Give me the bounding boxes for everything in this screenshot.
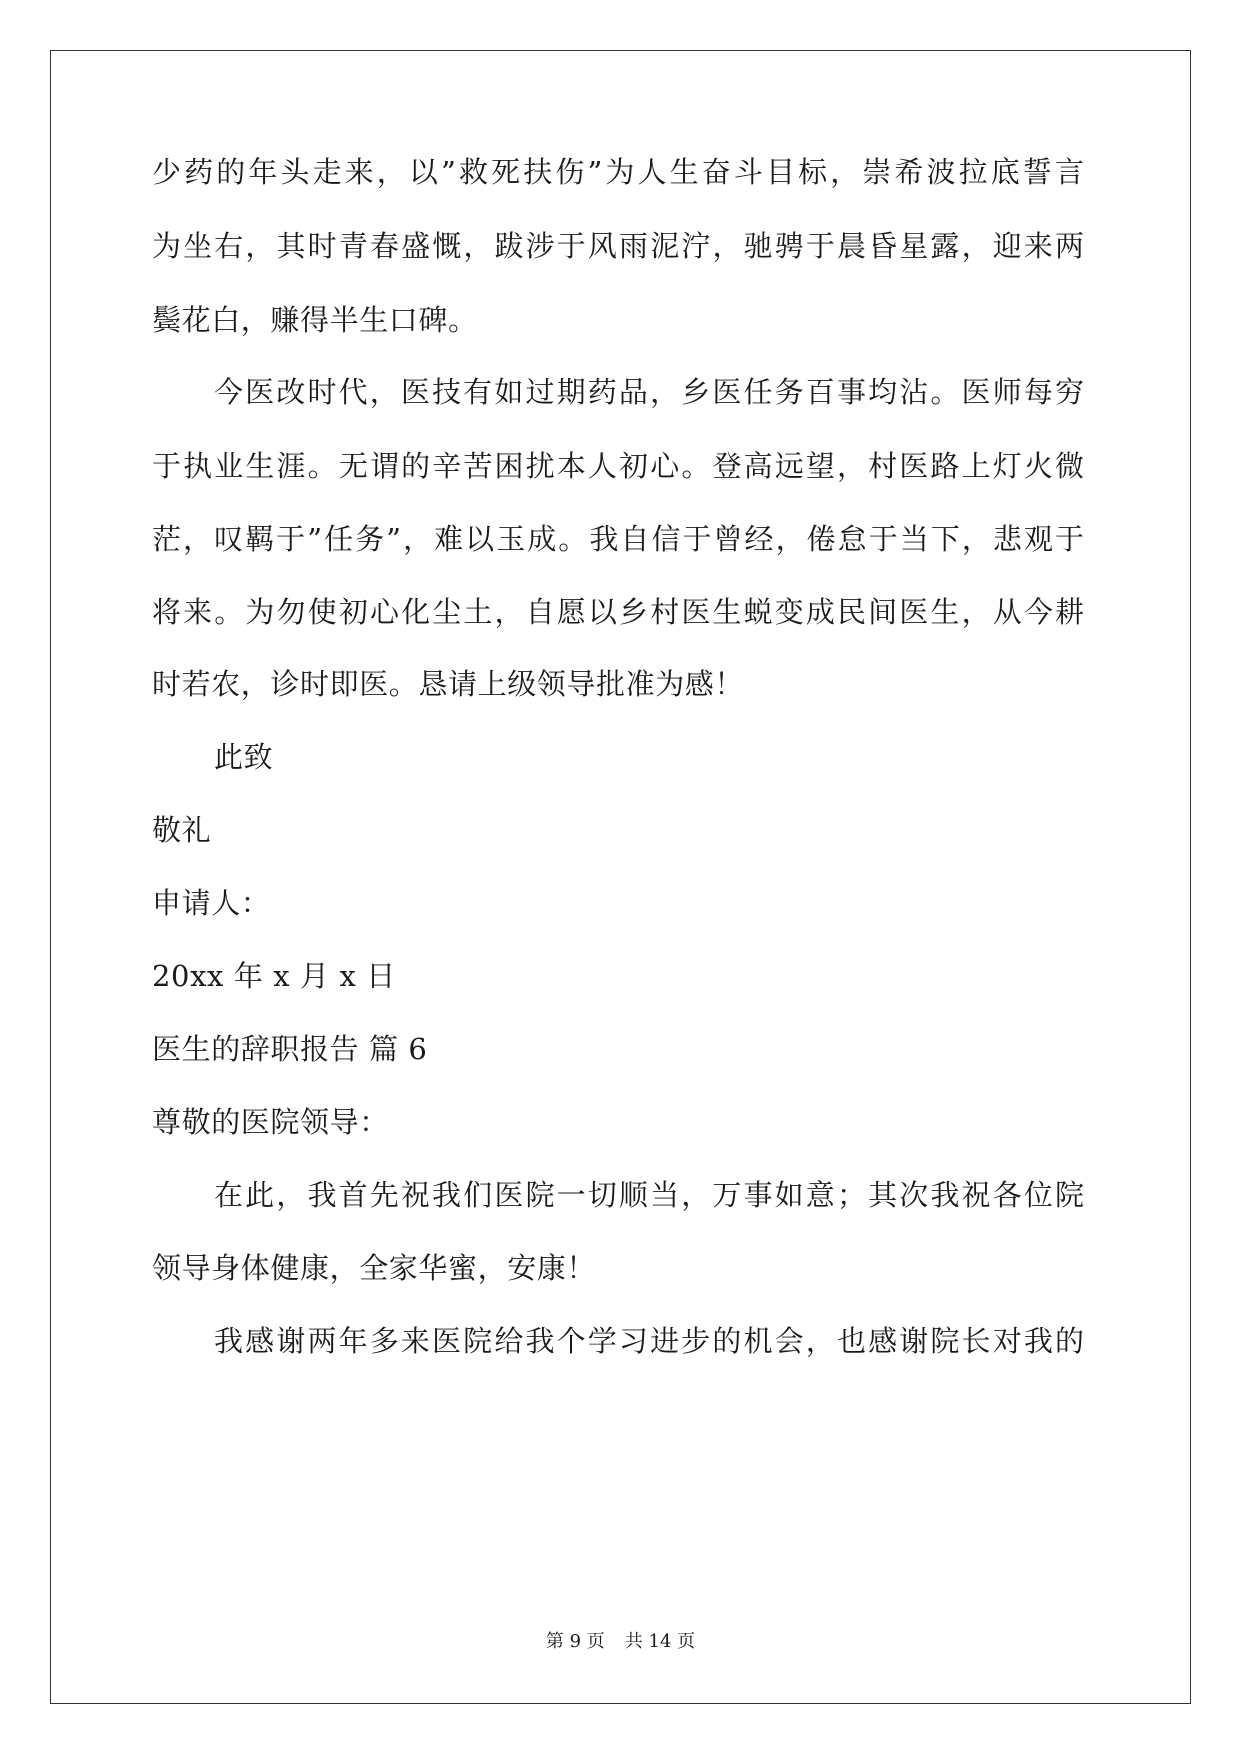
paragraph-2-line-5: 时若农，诊时即医。恳请上级领导批准为感！ [152, 667, 745, 701]
paragraph-2-line-1: 今医改时代，医技有如过期药品，乡医任务百事均沾。医师每穷 [214, 375, 1084, 409]
closing-salute: 此致 [214, 740, 274, 774]
paragraph-4-line-1: 我感谢两年多来医院给我个学习进步的机会，也感谢院长对我的 [214, 1324, 1084, 1358]
page-border [50, 50, 1191, 1704]
paragraph-1-line-1: 少药的年头走来，以”救死扶伤”为人生奋斗目标，崇希波拉底誓言 [152, 155, 1084, 189]
paragraph-3-line-1: 在此，我首先祝我们医院一切顺当，万事如意；其次我祝各位院 [214, 1178, 1084, 1212]
paragraph-2-line-4: 将来。为勿使初心化尘土，自愿以乡村医生蜕变成民间医生，从今耕 [152, 595, 1084, 629]
paragraph-2-line-3: 茫，叹羁于”任务”，难以玉成。我自信于曾经，倦怠于当下，悲观于 [152, 522, 1084, 556]
page-number-total: 共 14 页 [624, 1631, 696, 1652]
section-title: 医生的辞职报告 篇 6 [152, 1032, 428, 1066]
date-line: 20xx 年 x 月 x 日 [152, 959, 396, 993]
applicant-label: 申请人： [152, 886, 271, 920]
salutation: 尊敬的医院领导： [152, 1105, 389, 1139]
closing-regards: 敬礼 [152, 813, 212, 847]
paragraph-1-line-3: 鬓花白，赚得半生口碑。 [152, 303, 478, 337]
paragraph-2-line-2: 于执业生涯。无谓的辛苦困扰本人初心。登高远望，村医路上灯火微 [152, 449, 1084, 483]
paragraph-1-line-2: 为坐右，其时青春盛慨，跋涉于风雨泥泞，驰骋于晨昏星露，迎来两 [152, 229, 1084, 263]
page-number-current: 第 9 页 [545, 1631, 605, 1652]
paragraph-3-line-2: 领导身体健康，全家华蜜，安康！ [152, 1251, 597, 1285]
page-footer [0, 1630, 1241, 1654]
